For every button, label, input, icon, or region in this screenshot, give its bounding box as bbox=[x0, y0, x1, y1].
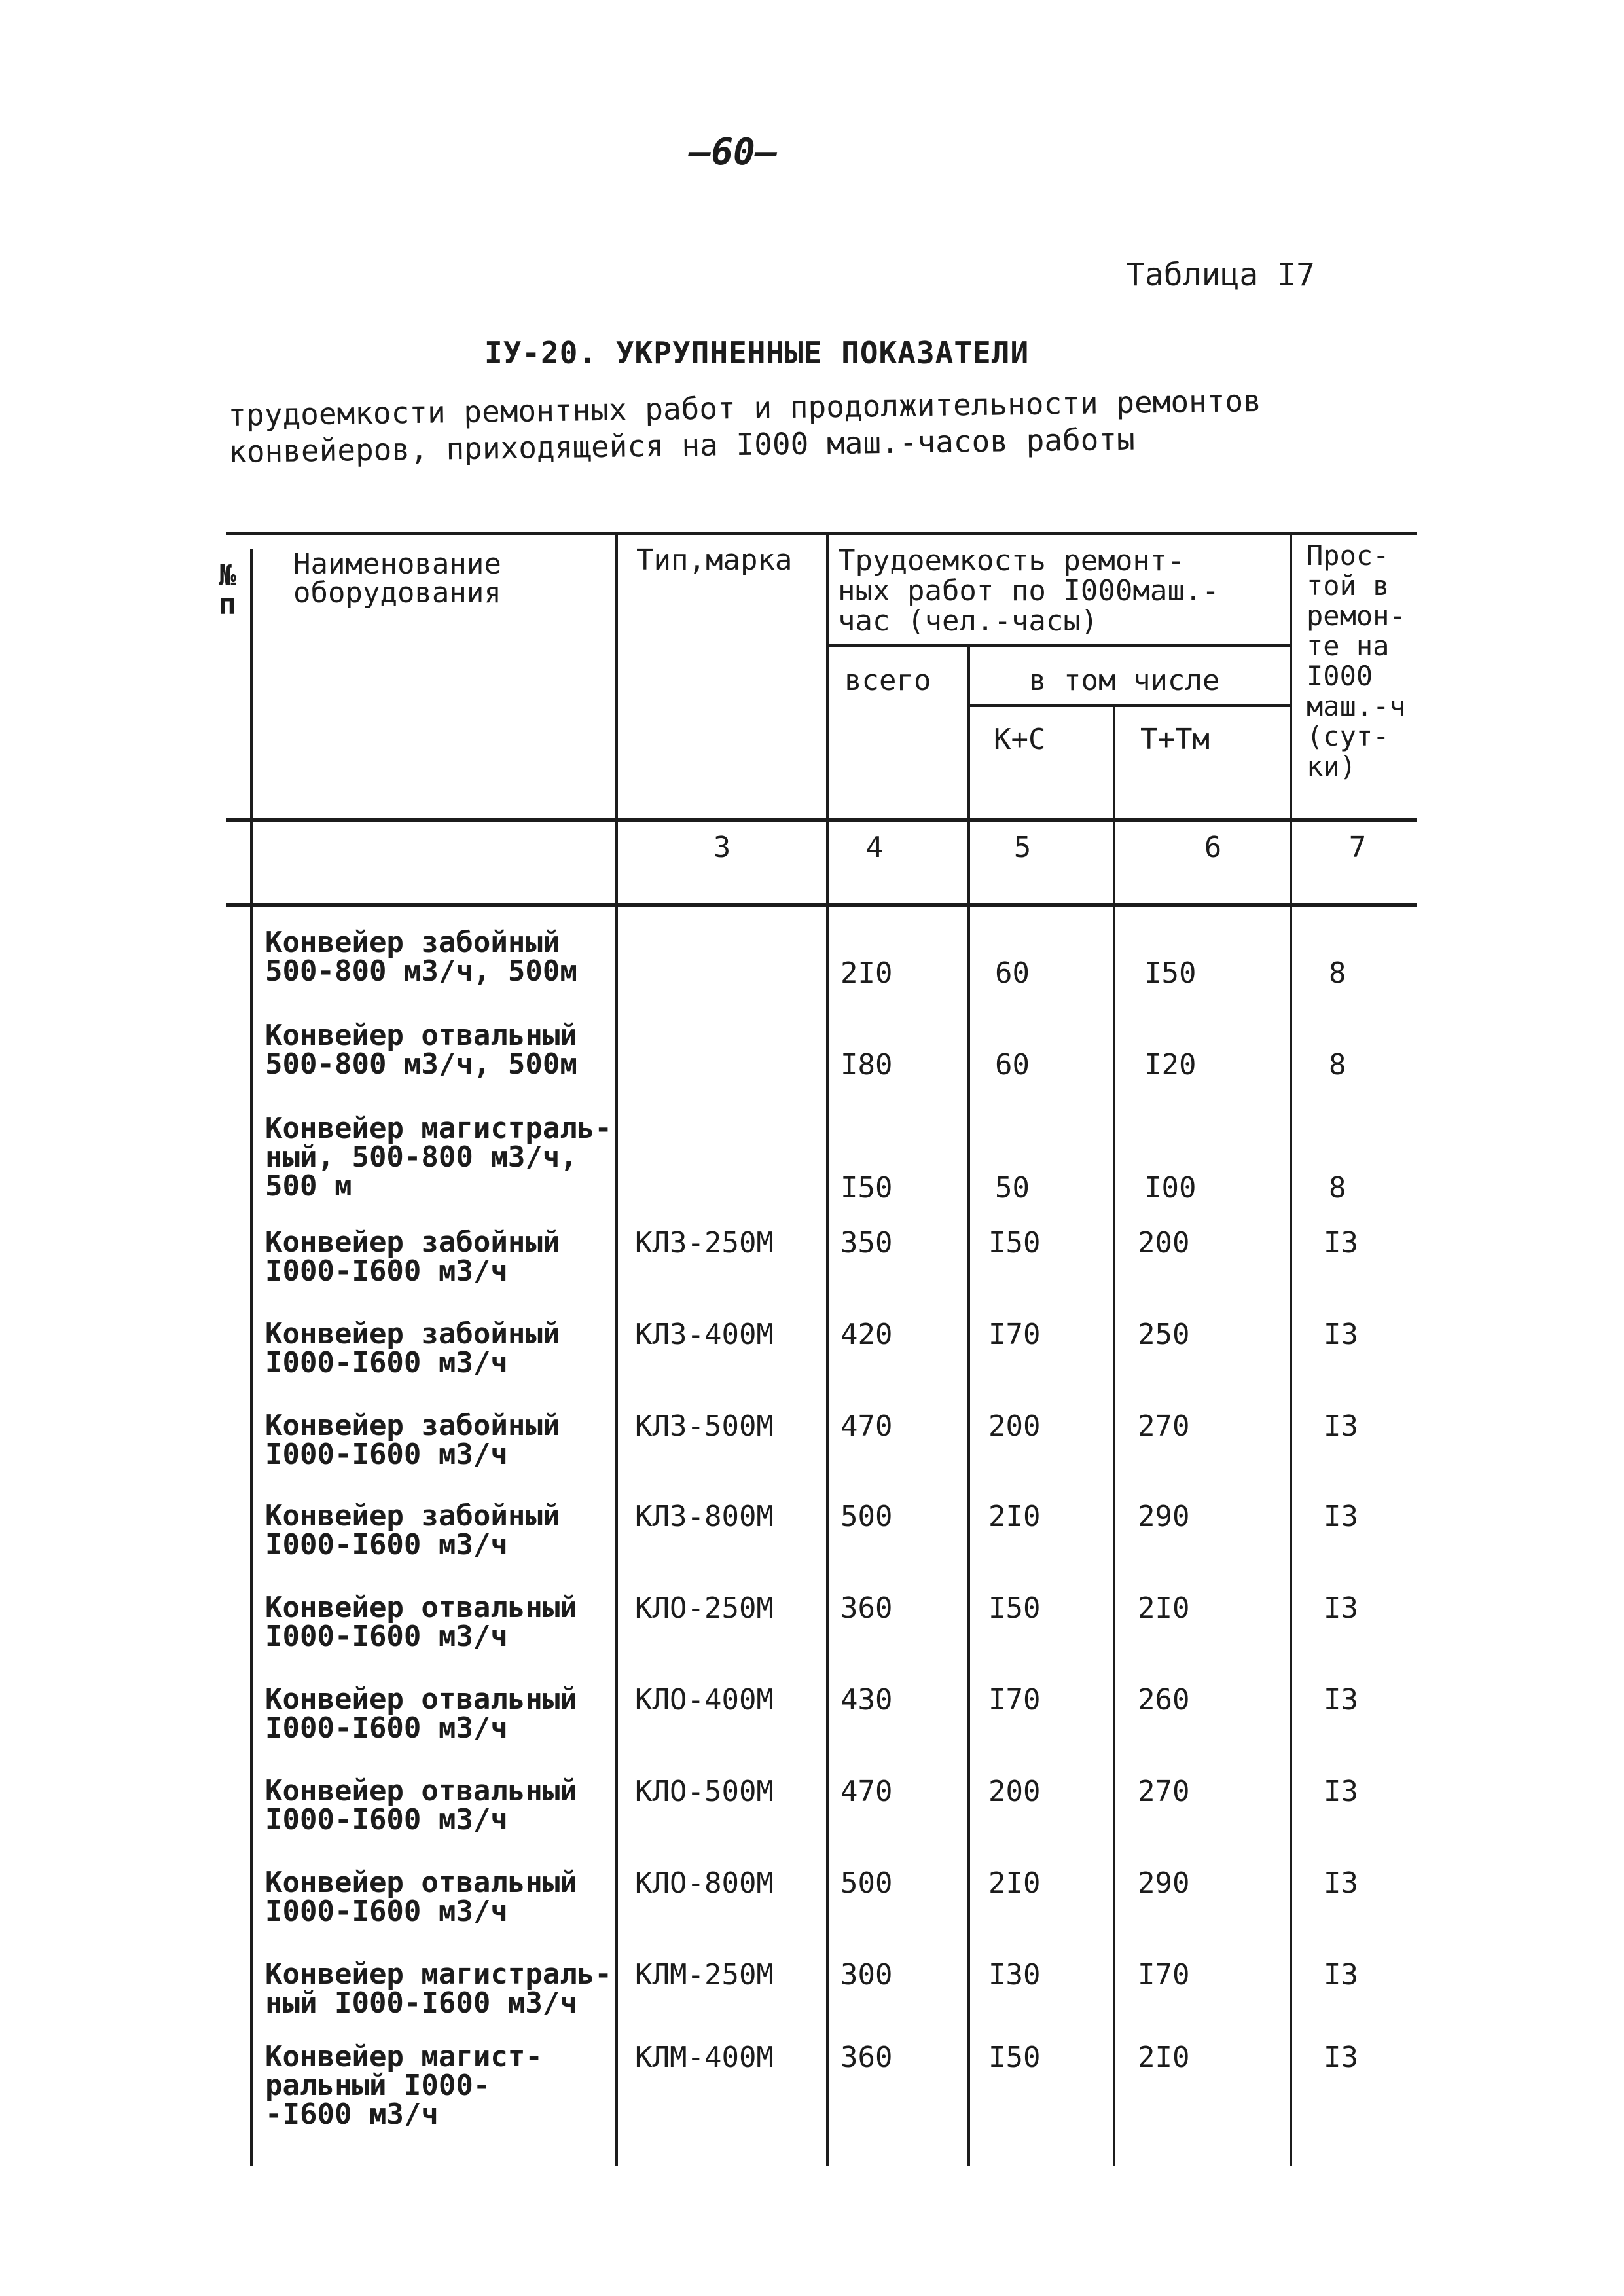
row-1-kc: 60 bbox=[995, 957, 1030, 990]
header-downtime: Прос- той в ремон- те на I000 маш.-ч (сут- ки) bbox=[1307, 539, 1406, 782]
row-4-name: Конвейер забойный I000-I600 м3/ч bbox=[265, 1226, 560, 1288]
row-7-ttm: 290 bbox=[1138, 1500, 1190, 1533]
including-subheader-rule bbox=[967, 704, 1290, 707]
row-10-ttm: 270 bbox=[1138, 1775, 1190, 1808]
row-4-ttm: 200 bbox=[1138, 1226, 1190, 1260]
table-label: Таблица I7 bbox=[1126, 257, 1315, 293]
row-12-type: КЛМ-250М bbox=[635, 1958, 774, 1992]
row-1-name: Конвейер забойный 500-800 м3/ч, 500м bbox=[265, 926, 577, 988]
row-6-kc: 200 bbox=[988, 1410, 1041, 1443]
row-5-name: Конвейер забойный I000-I600 м3/ч bbox=[265, 1317, 560, 1379]
row-12-downtime: I3 bbox=[1324, 1958, 1358, 1992]
column-number-7: 7 bbox=[1348, 831, 1367, 864]
row-8-total: 360 bbox=[840, 1592, 893, 1625]
row-5-ttm: 250 bbox=[1138, 1318, 1190, 1351]
row-8-downtime: I3 bbox=[1324, 1592, 1358, 1625]
row-1-ttm: I50 bbox=[1144, 957, 1197, 990]
row-8-name: Конвейер отвальный I000-I600 м3/ч bbox=[265, 1591, 577, 1653]
document-title: IУ-20. УКРУПНЕННЫЕ ПОКАЗАТЕЛИ bbox=[484, 335, 1030, 371]
row-13-name: Конвейер магист- ральный I000- -I600 м3/ч bbox=[265, 2040, 543, 2131]
column-numbers-rule bbox=[226, 903, 1417, 907]
row-2-downtime: 8 bbox=[1329, 1048, 1346, 1082]
row-6-downtime: I3 bbox=[1324, 1410, 1358, 1443]
header-k-plus-c: К+С bbox=[994, 723, 1046, 756]
row-3-total: I50 bbox=[840, 1171, 893, 1205]
header-labor-intensity: Трудоемкость ремонт- ных работ по I000маш.- час (чел.-часы) bbox=[838, 544, 1219, 638]
row-13-type: КЛМ-400М bbox=[635, 2041, 774, 2074]
row-11-downtime: I3 bbox=[1324, 1867, 1358, 1900]
row-9-type: КЛО-400М bbox=[635, 1683, 774, 1717]
row-2-name: Конвейер отвальный 500-800 м3/ч, 500м bbox=[265, 1019, 577, 1081]
col-labor-divider bbox=[1290, 534, 1292, 2166]
table-top-rule bbox=[226, 532, 1417, 535]
row-5-kc: I70 bbox=[988, 1318, 1041, 1351]
row-4-total: 350 bbox=[840, 1226, 893, 1260]
row-6-ttm: 270 bbox=[1138, 1410, 1190, 1443]
row-5-downtime: I3 bbox=[1324, 1318, 1358, 1351]
row-7-total: 500 bbox=[840, 1500, 893, 1533]
row-10-kc: 200 bbox=[988, 1775, 1041, 1808]
row-8-type: КЛО-250М bbox=[635, 1592, 774, 1625]
row-1-downtime: 8 bbox=[1329, 957, 1346, 990]
header-including: в том числе bbox=[1029, 664, 1220, 697]
row-8-ttm: 2I0 bbox=[1138, 1592, 1190, 1625]
row-5-total: 420 bbox=[840, 1318, 893, 1351]
col-name-divider bbox=[615, 534, 618, 2166]
row-5-type: КЛЗ-400М bbox=[635, 1318, 774, 1351]
col-type-divider bbox=[826, 534, 829, 2166]
row-1-total: 2I0 bbox=[840, 957, 893, 990]
row-9-ttm: 260 bbox=[1138, 1683, 1190, 1717]
row-6-total: 470 bbox=[840, 1410, 893, 1443]
row-9-downtime: I3 bbox=[1324, 1683, 1358, 1717]
row-7-name: Конвейер забойный I000-I600 м3/ч bbox=[265, 1499, 560, 1561]
header-type-brand: Тип,марка bbox=[636, 543, 793, 577]
row-4-downtime: I3 bbox=[1324, 1226, 1358, 1260]
row-2-kc: 60 bbox=[995, 1048, 1030, 1082]
col-total-divider bbox=[967, 646, 970, 2166]
row-11-ttm: 290 bbox=[1138, 1867, 1190, 1900]
row-2-ttm: I20 bbox=[1144, 1048, 1197, 1082]
row-10-type: КЛО-500М bbox=[635, 1775, 774, 1808]
page-number: —60— bbox=[689, 131, 778, 173]
row-7-kc: 2I0 bbox=[988, 1500, 1041, 1533]
row-12-total: 300 bbox=[840, 1958, 893, 1992]
row-12-name: Конвейер магистраль- ный I000-I600 м3/ч bbox=[265, 1958, 612, 2020]
row-7-downtime: I3 bbox=[1324, 1500, 1358, 1533]
row-3-kc: 50 bbox=[995, 1171, 1030, 1205]
row-6-type: КЛЗ-500М bbox=[635, 1410, 774, 1443]
row-8-kc: I50 bbox=[988, 1592, 1041, 1625]
labor-subheader-rule bbox=[826, 644, 1290, 647]
document-subtitle: трудоемкости ремонтных работ и продолжительности ремонтов конвейеров, приходящейся на I000 маш.-часов работы bbox=[228, 382, 1262, 469]
row-11-total: 500 bbox=[840, 1867, 893, 1900]
col-kc-divider bbox=[1113, 706, 1115, 2166]
header-equipment-name: Наименование оборудования bbox=[293, 547, 501, 610]
column-number-3: 3 bbox=[713, 831, 731, 864]
row-3-name: Конвейер магистраль- ный, 500-800 м3/ч, 500 м bbox=[265, 1112, 612, 1203]
row-11-kc: 2I0 bbox=[988, 1867, 1041, 1900]
row-9-total: 430 bbox=[840, 1683, 893, 1717]
row-3-ttm: I00 bbox=[1144, 1171, 1197, 1205]
row-11-name: Конвейер отвальный I000-I600 м3/ч bbox=[265, 1866, 577, 1928]
column-number-6: 6 bbox=[1204, 831, 1222, 864]
row-12-kc: I30 bbox=[988, 1958, 1041, 1992]
row-10-total: 470 bbox=[840, 1775, 893, 1808]
row-13-kc: I50 bbox=[988, 2041, 1041, 2074]
row-10-downtime: I3 bbox=[1324, 1775, 1358, 1808]
row-2-total: I80 bbox=[840, 1048, 893, 1082]
header-total: всего bbox=[844, 664, 931, 697]
header-row-number: № п bbox=[219, 559, 236, 621]
header-bottom-rule bbox=[226, 818, 1417, 822]
row-9-name: Конвейер отвальный I000-I600 м3/ч bbox=[265, 1683, 577, 1745]
col-num-divider bbox=[250, 549, 253, 2166]
row-10-name: Конвейер отвальный I000-I600 м3/ч bbox=[265, 1774, 577, 1836]
row-13-ttm: 2I0 bbox=[1138, 2041, 1190, 2074]
header-t-plus-tm: Т+Тм bbox=[1140, 723, 1210, 756]
row-13-downtime: I3 bbox=[1324, 2041, 1358, 2074]
row-13-total: 360 bbox=[840, 2041, 893, 2074]
row-12-ttm: I70 bbox=[1138, 1958, 1190, 1992]
column-number-5: 5 bbox=[1013, 831, 1032, 864]
row-9-kc: I70 bbox=[988, 1683, 1041, 1717]
row-6-name: Конвейер забойный I000-I600 м3/ч bbox=[265, 1409, 560, 1471]
row-4-kc: I50 bbox=[988, 1226, 1041, 1260]
row-11-type: КЛО-800М bbox=[635, 1867, 774, 1900]
column-number-4: 4 bbox=[865, 831, 884, 864]
row-4-type: КЛЗ-250М bbox=[635, 1226, 774, 1260]
row-3-downtime: 8 bbox=[1329, 1171, 1346, 1205]
row-7-type: КЛЗ-800М bbox=[635, 1500, 774, 1533]
